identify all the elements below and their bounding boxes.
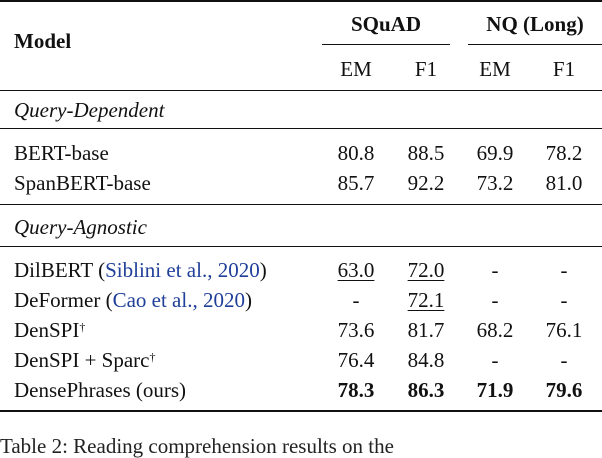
dagger-mark: † xyxy=(149,350,156,364)
nq-f1-value: 78.2 xyxy=(545,141,583,165)
nq-em-value: 68.2 xyxy=(476,318,514,342)
citation-link[interactable]: Cao et al., 2020 xyxy=(112,288,245,312)
nq-f1-value: 76.1 xyxy=(545,318,583,342)
dagger-mark: † xyxy=(79,320,86,334)
nq-group-rule xyxy=(468,44,602,45)
model-name xyxy=(14,318,85,342)
squad-em-value: 85.7 xyxy=(337,171,375,195)
section-title-query-dependent: Query-Dependent xyxy=(14,98,165,122)
nq-f1-value: - xyxy=(560,288,568,312)
header-bottom-rule xyxy=(0,90,602,91)
squad-f1-value: 88.5 xyxy=(407,141,445,165)
nq-em-value: - xyxy=(491,348,499,372)
squad-em-value: - xyxy=(352,288,360,312)
squad-em-value: 80.8 xyxy=(337,141,375,165)
squad-f1-value: 92.2 xyxy=(407,171,445,195)
nq-em-value: 73.2 xyxy=(476,171,514,195)
squad-em-value: 76.4 xyxy=(337,348,375,372)
nq-f1-header: F1 xyxy=(552,57,576,81)
nq-f1-value: - xyxy=(560,258,568,282)
model-label: DilBERT xyxy=(14,258,93,282)
model-name xyxy=(14,348,156,372)
underlined-value: 72.0 xyxy=(407,258,445,282)
squad-f1-value: 86.3 xyxy=(407,378,445,402)
model-name: SpanBERT-base xyxy=(14,171,151,195)
section1-title-rule xyxy=(0,128,602,129)
citation-link[interactable]: Siblini et al., 2020 xyxy=(105,258,260,282)
nq-em-value: - xyxy=(491,258,499,282)
squad-f1-value xyxy=(400,288,452,312)
table-caption: Table 2: Reading comprehension results on the xyxy=(0,434,394,458)
squad-f1-value: 84.8 xyxy=(407,348,445,372)
model-name: DeFormer (Cao et al., 2020) xyxy=(14,288,252,312)
squad-group-header: SQuAD xyxy=(350,12,422,36)
nq-em-header: EM xyxy=(479,57,511,81)
nq-em-value: 71.9 xyxy=(476,378,514,402)
model-label: DenSPI xyxy=(14,318,80,342)
model-label: DeFormer xyxy=(14,288,101,312)
nq-em-value: - xyxy=(491,288,499,312)
squad-em-header: EM xyxy=(340,57,372,81)
squad-f1-value: 81.7 xyxy=(407,318,445,342)
nq-f1-value: 81.0 xyxy=(545,171,583,195)
model-column-header: Model xyxy=(14,29,72,53)
model-name: BERT-base xyxy=(14,141,109,165)
underlined-value: 63.0 xyxy=(337,258,375,282)
nq-f1-value: - xyxy=(560,348,568,372)
squad-em-value xyxy=(330,258,382,282)
model-name: DensePhrases (ours) xyxy=(14,378,187,402)
bottom-rule xyxy=(0,410,602,412)
section2-title-rule xyxy=(0,246,602,247)
top-rule xyxy=(0,0,602,2)
squad-group-rule xyxy=(322,44,450,45)
nq-f1-value: 79.6 xyxy=(545,378,583,402)
model-name: DilBERT (Siblini et al., 2020) xyxy=(14,258,267,282)
squad-em-value: 73.6 xyxy=(337,318,375,342)
model-label: DenSPI + Sparc xyxy=(14,348,150,372)
nq-em-value: 69.9 xyxy=(476,141,514,165)
section2-top-rule xyxy=(0,204,602,205)
nq-group-header: NQ (Long) xyxy=(486,12,584,36)
section-title-query-agnostic: Query-Agnostic xyxy=(14,215,147,239)
underlined-value: 72.1 xyxy=(407,288,445,312)
squad-f1-value xyxy=(400,258,452,282)
squad-em-value: 78.3 xyxy=(337,378,375,402)
squad-f1-header: F1 xyxy=(414,57,438,81)
